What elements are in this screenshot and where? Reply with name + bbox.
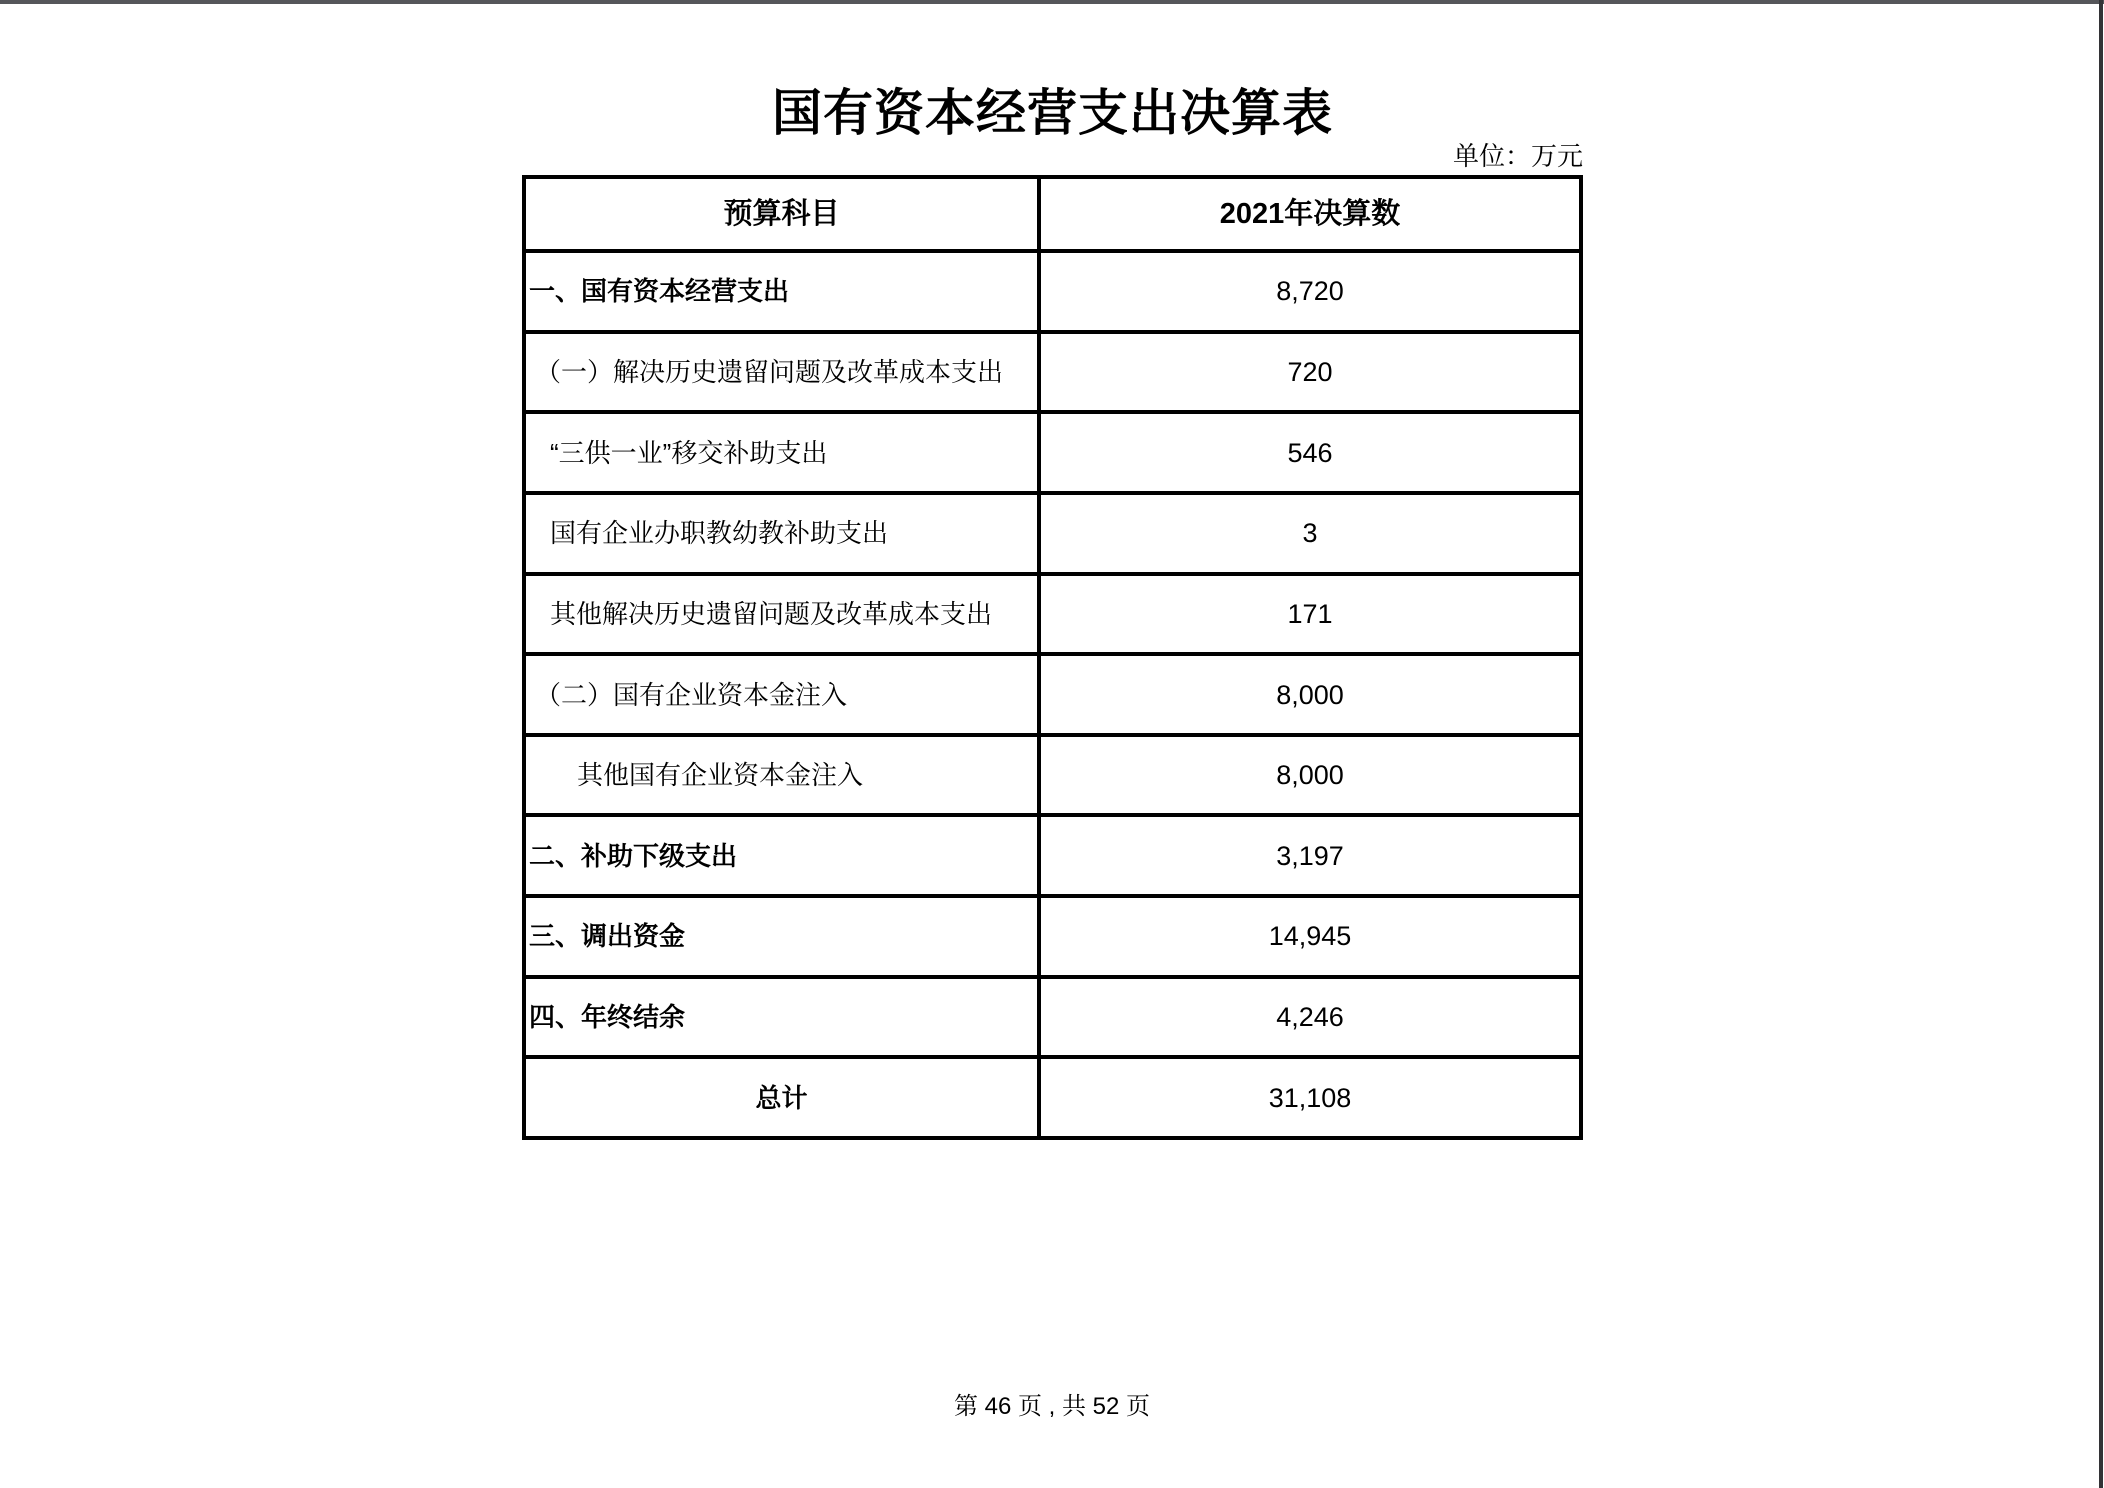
row-label: 其他解决历史遗留问题及改革成本支出 (526, 576, 1041, 653)
table-row (526, 894, 1579, 975)
page-right-edge-strip (2099, 0, 2103, 1488)
page-top-edge-strip (0, 0, 2104, 4)
row-value: 31,108 (1268, 1082, 1352, 1113)
column-header-budget-subject: 预算科目 (526, 179, 1041, 249)
row-value: 171 (1287, 598, 1333, 629)
table-row (526, 733, 1579, 814)
row-label: 总计 (526, 1059, 1041, 1136)
table-row (526, 572, 1579, 653)
row-value: 3,197 (1276, 840, 1344, 871)
row-label: 其他国有企业资本金注入 (526, 737, 1041, 814)
row-value: 8,000 (1276, 679, 1344, 710)
row-value: 720 (1287, 356, 1333, 387)
row-label: 四、年终结余 (526, 979, 1041, 1056)
column-header-2021-final: 2021年决算数 (1219, 198, 1401, 230)
row-value: 3 (1302, 518, 1318, 549)
page-title: 国有资本经营支出决算表 (772, 85, 1333, 141)
row-label: 二、补助下级支出 (526, 817, 1041, 894)
expenditure-table (522, 175, 1583, 1140)
page-number-footer: 第 46 页 , 共 52 页 (953, 1393, 1151, 1420)
row-label: 一、国有资本经营支出 (526, 253, 1041, 330)
table-row (526, 410, 1579, 491)
row-value: 4,246 (1276, 1002, 1344, 1033)
row-label: “三供一业”移交补助支出 (526, 414, 1041, 491)
row-value: 8,720 (1276, 276, 1344, 307)
row-label: （一）解决历史遗留问题及改革成本支出 (526, 334, 1041, 411)
table-row (526, 249, 1579, 330)
row-label: 三、调出资金 (526, 898, 1041, 975)
table-row (526, 491, 1579, 572)
table-row (526, 1055, 1579, 1136)
table-row (526, 813, 1579, 894)
table-header-row (526, 179, 1579, 249)
table-row (526, 975, 1579, 1056)
table-row (526, 652, 1579, 733)
table-row (526, 330, 1579, 411)
row-value: 14,945 (1268, 921, 1352, 952)
row-label: （二）国有企业资本金注入 (526, 656, 1041, 733)
row-label: 国有企业办职教幼教补助支出 (526, 495, 1041, 572)
unit-note: 单位：万元 (1452, 141, 1583, 171)
row-value: 546 (1287, 437, 1333, 468)
row-value: 8,000 (1276, 760, 1344, 791)
